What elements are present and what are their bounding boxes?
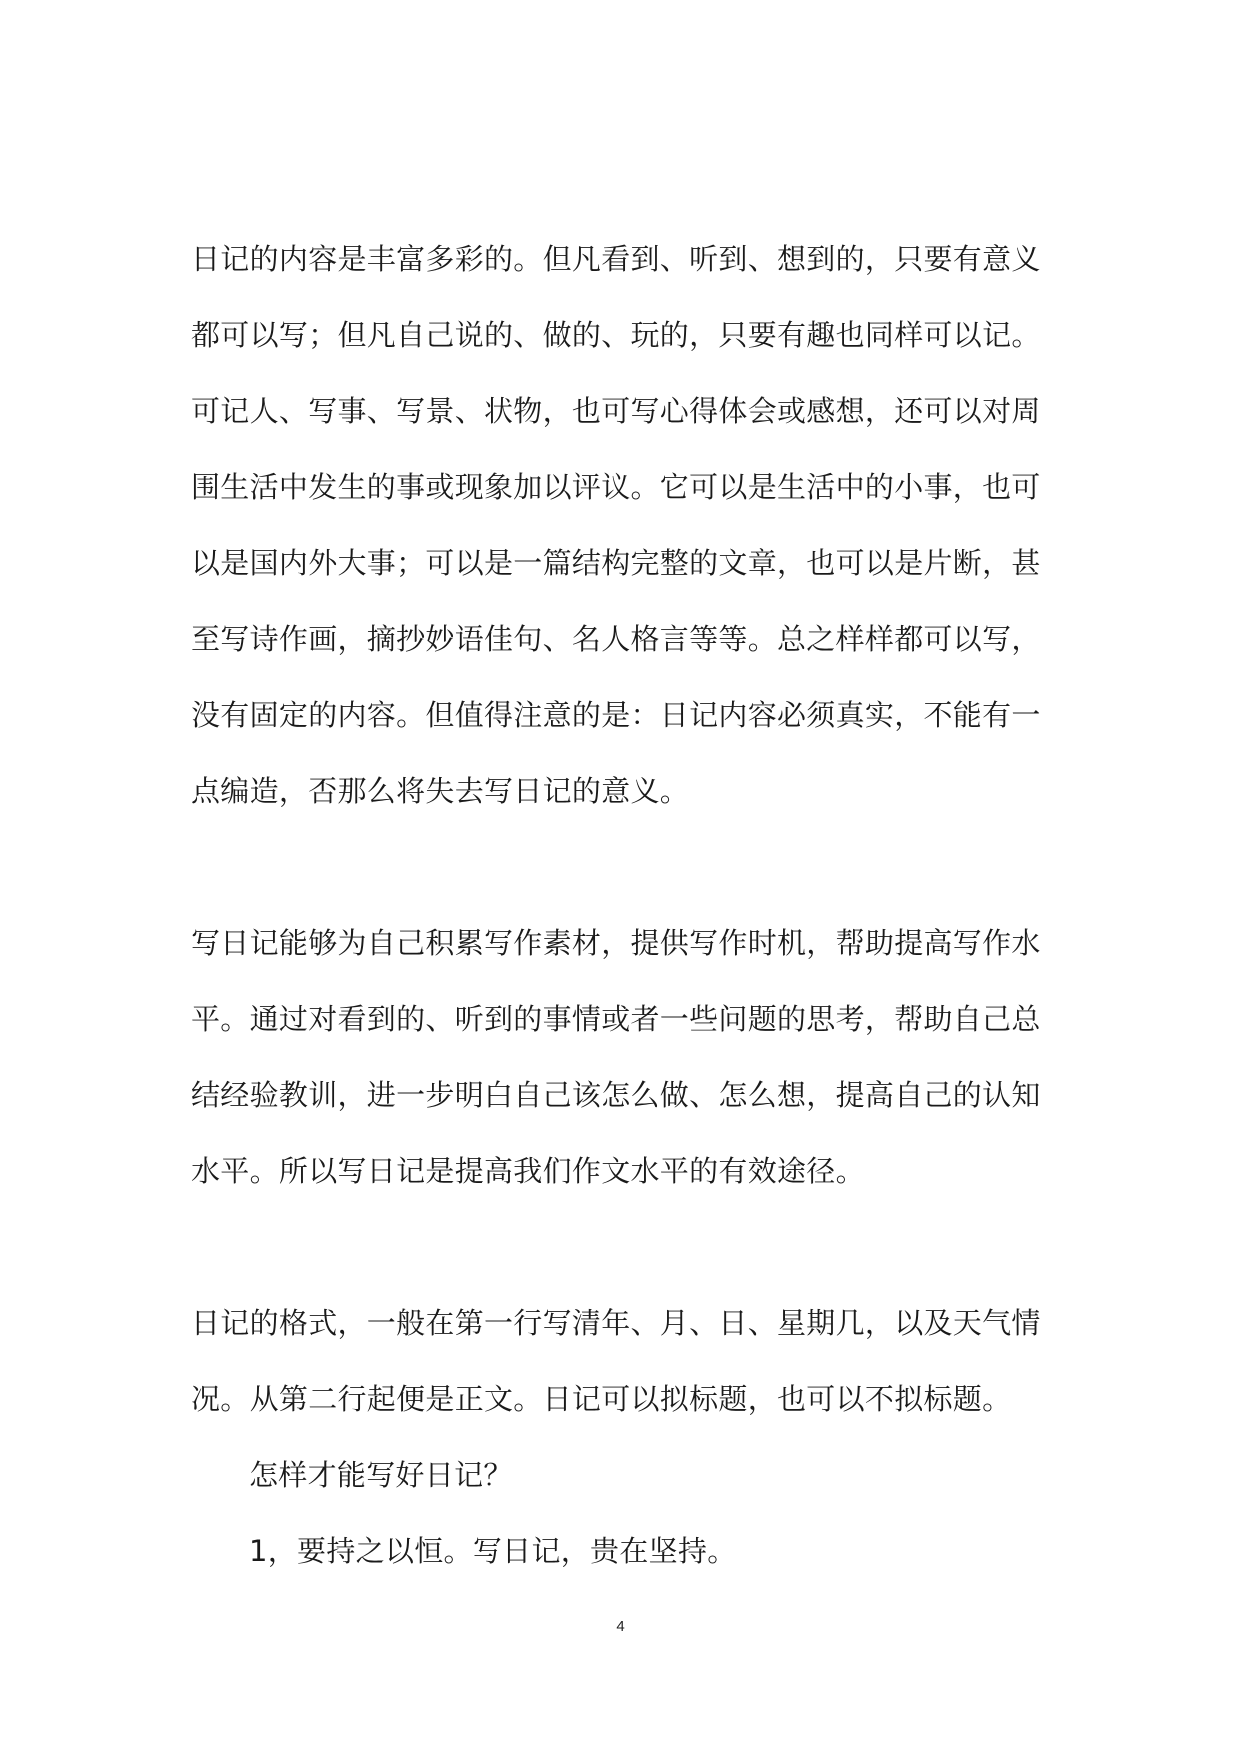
text-line: 点编造，否那么将失去写日记的意义。: [191, 774, 690, 808]
list-item: 1，要持之以恒。写日记，贵在坚持。: [249, 1534, 737, 1568]
text-line: 平。通过对看到的、听到的事情或者一些问题的思考，帮助自己总: [191, 1002, 1041, 1036]
text-line: 没有固定的内容。但值得注意的是：日记内容必须真实，不能有一: [191, 698, 1041, 732]
paragraph-benefits: [191, 905, 1051, 1209]
text-line: 结经验教训，进一步明白自己该怎么做、怎么想，提高自己的认知: [191, 1078, 1041, 1112]
text-line: 可记人、写事、写景、状物，也可写心得体会或感想，还可以对周: [191, 394, 1041, 428]
text-line: 以是国内外大事；可以是一篇结构完整的文章，也可以是片断，甚: [191, 546, 1041, 580]
text-line: 都可以写；但凡自己说的、做的、玩的，只要有趣也同样可以记。: [191, 318, 1041, 352]
text-line: 围生活中发生的事或现象加以评议。它可以是生活中的小事，也可: [191, 470, 1041, 504]
text-line: 况。从第二行起便是正文。日记可以拟标题，也可以不拟标题。: [191, 1382, 1012, 1416]
text-line: 写日记能够为自己积累写作素材，提供写作时机，帮助提高写作水: [191, 926, 1041, 960]
text-line: 日记的内容是丰富多彩的。但凡看到、听到、想到的，只要有意义: [191, 242, 1041, 276]
section-question: 怎样才能写好日记？: [249, 1458, 513, 1492]
paragraph-gap: [191, 829, 1051, 905]
text-line: 日记的格式，一般在第一行写清年、月、日、星期几，以及天气情: [191, 1306, 1041, 1340]
paragraph-format: [191, 1285, 1051, 1437]
paragraph-gap: [191, 1209, 1051, 1285]
text-line: 水平。所以写日记是提高我们作文水平的有效途径。: [191, 1154, 865, 1188]
text-line: 至写诗作画，摘抄妙语佳句、名人格言等等。总之样样都可以写，: [191, 622, 1041, 656]
page-number: 4: [616, 1618, 625, 1635]
paragraph-content: [191, 221, 1051, 829]
body-text: [191, 221, 1051, 1589]
